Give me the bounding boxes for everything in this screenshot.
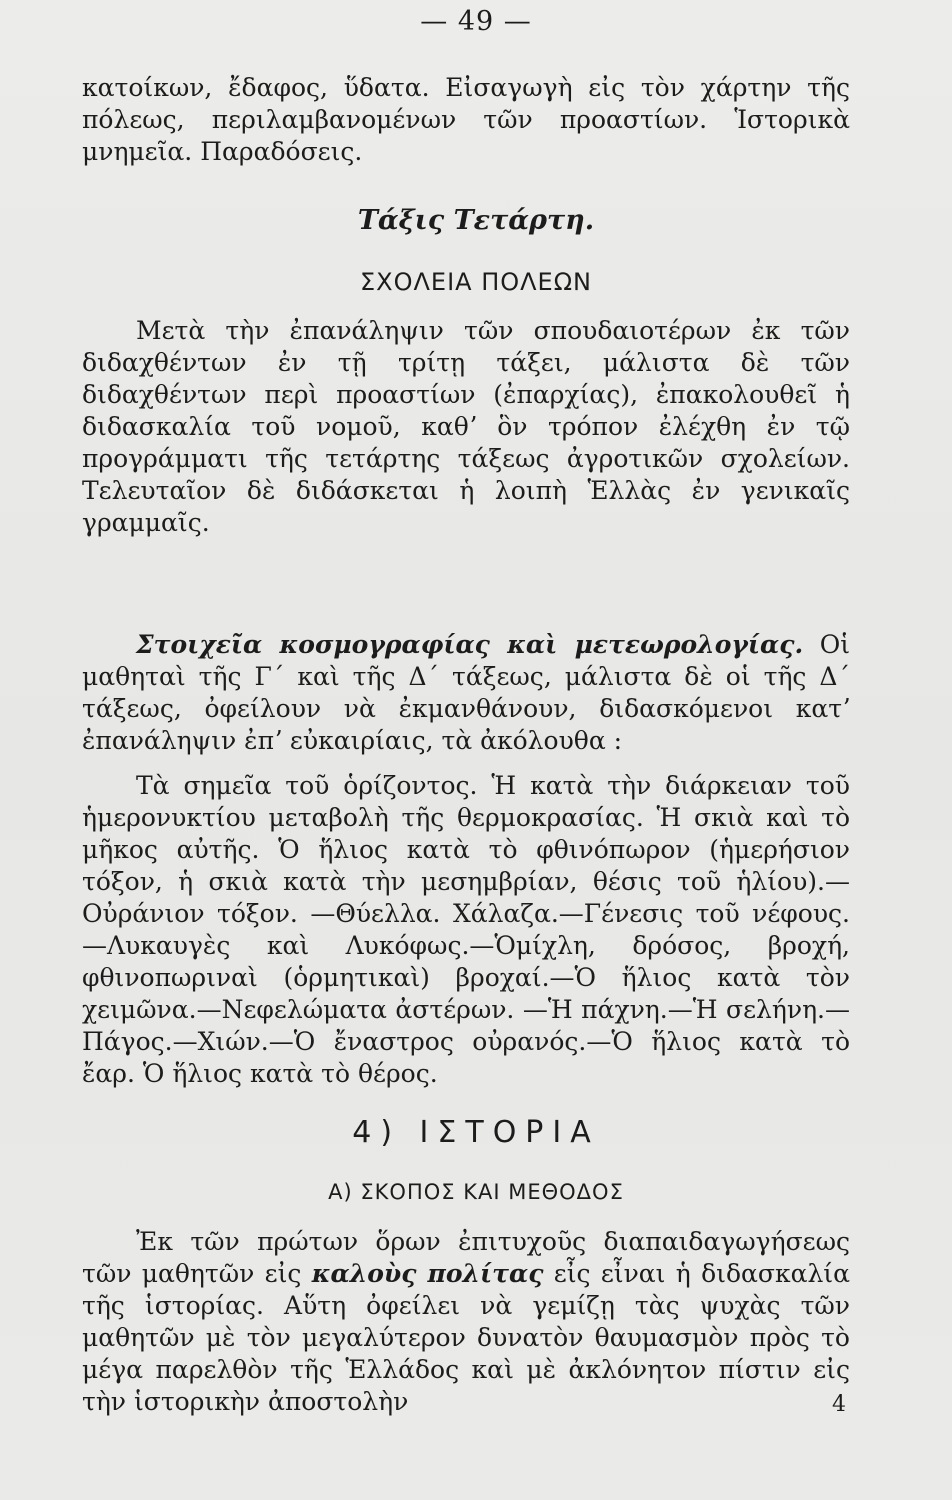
history-heading: 4) ΙΣΤΟΡΙΑ: [352, 1115, 600, 1150]
opening-paragraph: κατοίκων, ἔδαφος, ὕδατα. Εἰσαγωγὴ εἰς τὸν χάρτην τῆς πόλεως, περιλαμβανομένων τῶν προαστίων. Ἱστορικὰ μνημεῖα. Παραδόσεις.: [82, 73, 850, 166]
cosmography-paragraph: [82, 629, 850, 757]
schools-heading: ΣΧΟΛΕΙΑ ΠΟΛΕΩΝ: [359, 268, 592, 296]
cosmography-title: Στοιχεῖα κοσμογραφίας καὶ μετεωρολογίας.: [136, 630, 804, 659]
class-heading: Τάξις Τετάρτη.: [357, 205, 595, 236]
history-paragraph-emphasis: καλοὺς πολίτας: [311, 1259, 544, 1288]
aims-heading: Α) ΣΚΟΠΟΣ ΚΑΙ ΜΕΘΟΔΟΣ: [328, 1180, 624, 1204]
signature-mark: 4: [832, 1392, 846, 1417]
history-paragraph-part1: Ἐκ τῶν πρώτων ὅρων ἐπιτυχοῦς διαπαιδαγωγήσεως τῶν μαθητῶν εἰς: [82, 1227, 850, 1288]
cosmography-intro: Οἱ μαθηταὶ τῆς Γ΄ καὶ τῆς Δ΄ τάξεως, μάλιστα δὲ οἱ τῆς Δ΄ τάξεως, ὀφείλουν νὰ ἐκμανθάνουν, διδασκόμενοι κατʼ ἐπανάληψιν ἐπʼ εὐκαιρίαις, τὰ ἀκόλουθα :: [82, 630, 850, 755]
history-paragraph-part2: εἶς εἶναι ἡ διδασκαλία τῆς ἱστορίας. Αὕτη ὀφείλει νὰ γεμίζῃ τὰς ψυχὰς τῶν μαθητῶν μὲ τὸν μεγαλύτερον δυνατὸν θαυμασμὸν πρὸς τὸ μέγα παρελθὸν τῆς Ἑλλάδος καὶ μὲ ἀκλόνητον πίστιν εἰς τὴν ἱστορικὴν ἀποστολὴν: [82, 1259, 850, 1416]
history-paragraph: [82, 1226, 850, 1418]
page-number: — 49 —: [420, 6, 532, 37]
cosmography-list: Τὰ σημεῖα τοῦ ὁρίζοντος. Ἡ κατὰ τὴν διάρκειαν τοῦ ἡμερονυκτίου μεταβολὴ τῆς θερμοκρασίας. Ἡ σκιὰ καὶ τὸ μῆκος αὐτῆς. Ὁ ἥλιος κατὰ τὸ φθινόπωρον (ἡμερήσιον τόξον, ἡ σκιὰ κατὰ τὴν μεσημβρίαν, θέσις τοῦ ἡλίου).—Οὐράνιον τόξον. —Θύελλα. Χάλαζα.—Γένεσις τοῦ νέφους.—Λυκαυγὲς καὶ Λυκόφως.—Ὁμίχλη, δρόσος, βροχή, φθινοπωριναὶ (ὁρμητικαὶ) βροχαί.—Ὁ ἥλιος κατὰ τὸν χειμῶνα.—Νεφελώματα ἀστέρων. —Ἡ πάχνη.—Ἡ σελήνη.—Πάγος.—Χιών.—Ὁ ἔναστρος οὐρανός.—Ὁ ἥλιος κατὰ τὸ ἔαρ. Ὁ ἥλιος κατὰ τὸ θέρος.: [82, 771, 850, 1088]
schools-paragraph: Μετὰ τὴν ἐπανάληψιν τῶν σπουδαιοτέρων ἐκ τῶν διδαχθέντων ἐν τῇ τρίτῃ τάξει, μάλιστα δὲ τῶν διδαχθέντων περὶ προαστίων (ἐπαρχίας), ἐπακολουθεῖ ἡ διδασκαλία τοῦ νομοῦ, καθʼ ὃν τρόπον ἐλέχθη ἐν τῷ προγράμματι τῆς τετάρτης τάξεως ἀγροτικῶν σχολείων. Τελευταῖον δὲ διδάσκεται ἡ λοιπὴ Ἑλλὰς ἐν γενικαῖς γραμμαῖς.: [82, 316, 850, 537]
